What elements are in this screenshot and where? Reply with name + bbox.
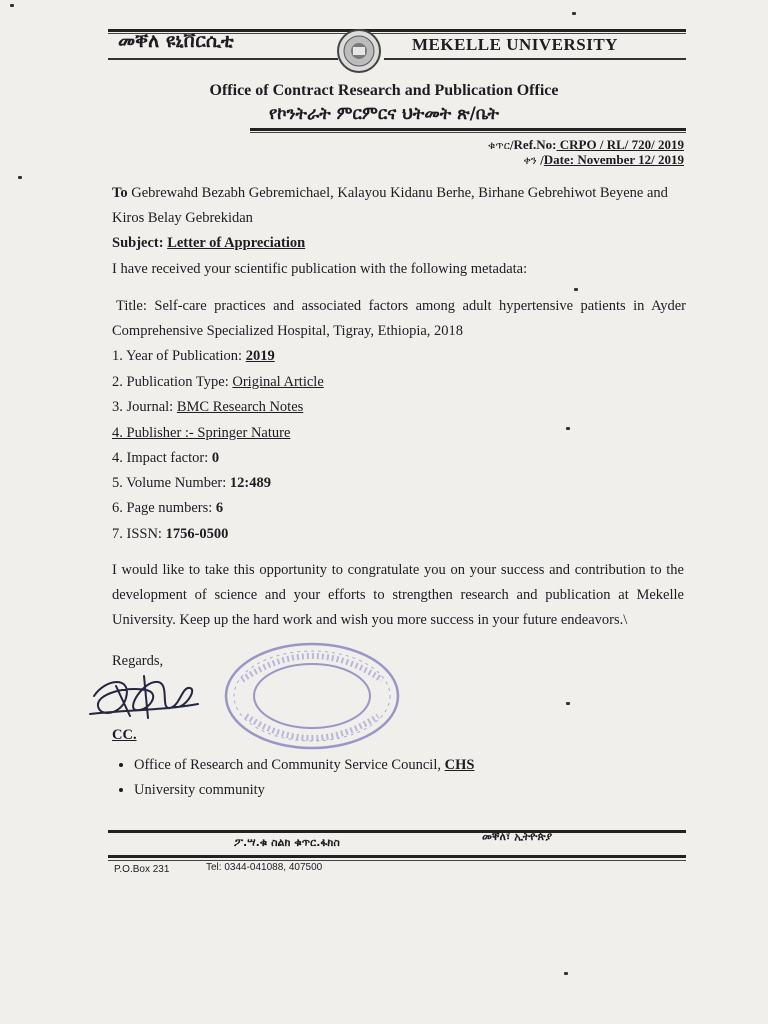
- signature-icon: [86, 666, 202, 726]
- footer-city-amharic: መቐለ፣ ኢትዮጵያ: [482, 830, 553, 843]
- office-name-english: Office of Contract Research and Publication Office: [209, 82, 559, 99]
- scan-speck: [566, 427, 570, 430]
- volume-number: 5. Volume Number: 12:489: [112, 475, 271, 491]
- footer-rule-top: [108, 830, 686, 833]
- scan-speck: [18, 176, 22, 179]
- subject-line: Subject: Letter of Appreciation: [112, 235, 306, 251]
- footer-telephone: Tel: 0344-041088, 407500: [206, 862, 323, 873]
- scan-speck: [564, 972, 568, 975]
- year-of-publication: 1. Year of Publication: 2019: [112, 348, 275, 364]
- publication-type: 2. Publication Type: Original Article: [112, 374, 324, 390]
- recipients-line-2: Kiros Belay Gebrekidan: [112, 210, 253, 226]
- closing-line-2: development of science and your efforts to strengthen research and publication at Mekelle: [112, 587, 684, 603]
- intro-text: I have received your scientific publication with the following metadata:: [112, 261, 528, 277]
- publication-title-line-2: Comprehensive Specialized Hospital, Tigray, Ethiopia, 2018: [112, 323, 464, 339]
- cc-label: CC.: [112, 727, 137, 743]
- scan-speck: [572, 12, 576, 15]
- recipients-line-1: To Gebrewahd Bezabh Gebremichael, Kalayou Kidanu Berhe, Birhane Gebrehiwot Beyene and: [112, 185, 668, 201]
- closing-line-1: I would like to take this opportunity to congratulate you on your success and contribution to the: [112, 562, 684, 578]
- cc-item: • University community: [134, 782, 474, 799]
- page-numbers: 6. Page numbers: 6: [112, 500, 224, 516]
- issn: 7. ISSN: 1756-0500: [112, 526, 229, 542]
- reference-number: ቁጥር/Ref.No: CRPO / RL/ 720/ 2019: [487, 137, 684, 152]
- university-name-amharic: መቐለ ዩኒቨርሲቲ: [118, 30, 234, 52]
- scan-speck: [10, 4, 14, 7]
- letter-date: ቀን /Date: November 12/ 2019: [523, 152, 684, 167]
- publication-title-line-1: Title: Self-care practices and associated factors among adult hypertensive patients in Ayder: [116, 298, 686, 314]
- footer-rule-thin: [108, 860, 686, 861]
- university-logo-icon: [336, 28, 382, 74]
- impact-factor: 4. Impact factor: 0: [112, 450, 220, 466]
- footer-pobox-amharic: ፖ.ሣ.ቁ ስልክ ቁጥር.ፋክስ: [234, 836, 340, 849]
- office-rule: [250, 128, 686, 131]
- office-rule-thin: [250, 132, 686, 133]
- journal: 3. Journal: BMC Research Notes: [112, 399, 304, 415]
- regards: Regards,: [112, 653, 164, 669]
- footer-rule-bottom: [108, 855, 686, 858]
- closing-line-3: University. Keep up the hard work and wish you more success in your future endeavors.\: [112, 612, 628, 628]
- office-name-amharic: የኮንትራት ምርምርና ህትመት ጽ/ቤት: [268, 104, 500, 124]
- scan-speck: [566, 702, 570, 705]
- cc-item: • Office of Research and Community Service Council, CHS: [134, 757, 474, 774]
- letterhead-rule-right: [384, 58, 686, 60]
- official-stamp-icon: [222, 640, 402, 752]
- cc-list: [112, 757, 474, 807]
- university-name-english: MEKELLE UNIVERSITY: [412, 35, 618, 54]
- footer-pobox: P.O.Box 231: [114, 864, 170, 875]
- scan-speck: [574, 288, 578, 291]
- publisher: 4. Publisher :- Springer Nature: [112, 425, 291, 441]
- letterhead-rule-left: [108, 58, 338, 60]
